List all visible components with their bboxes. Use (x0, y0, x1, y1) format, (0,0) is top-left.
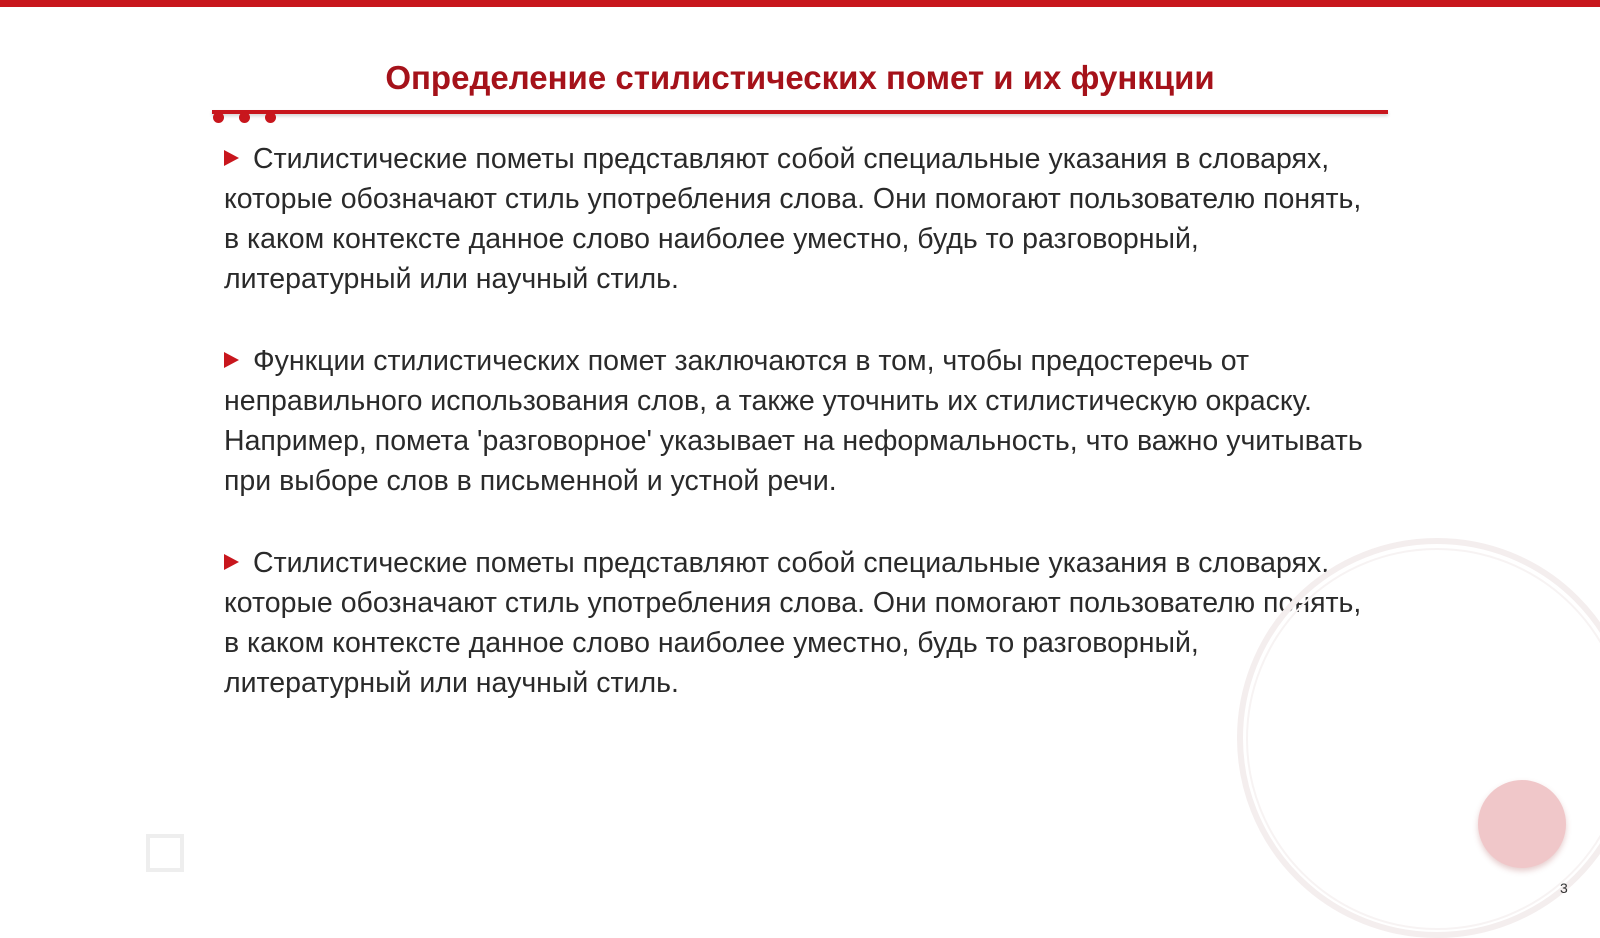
decorative-square (146, 834, 184, 872)
title-underline (212, 110, 1388, 114)
paragraph-text: Функции стилистических помет заключаются в том, чтобы предостеречь от неправильного использования слов, а также уточнить их стилистическую окраску. Например, помета 'разговорное' указывает на неформальность, что важно учитывать при выборе слов в письменной и устной речи. (224, 345, 1363, 497)
decorative-circle (1478, 780, 1566, 868)
top-accent-bar (0, 0, 1600, 7)
underline-dot (239, 112, 250, 123)
underline-dot (213, 112, 224, 123)
bullet-paragraph (224, 543, 1374, 703)
triangle-right-icon (224, 150, 239, 166)
triangle-right-icon (224, 554, 239, 570)
bullet-paragraph (224, 139, 1374, 299)
page-number: 3 (1560, 880, 1568, 896)
slide-title: Определение стилистических помет и их функции (385, 59, 1215, 96)
slide-body (224, 139, 1374, 745)
bullet-paragraph (224, 341, 1374, 501)
paragraph-text: Стилистические пометы представляют собой специальные указания в словарях, которые обозначают стиль употребления слова. Они помогают пользователю понять, в каком контексте данное слово наиболее уместно, будь то разговорный, литературный или научный стиль. (224, 547, 1362, 699)
underline-dot (265, 112, 276, 123)
triangle-right-icon (224, 352, 239, 368)
paragraph-text: Стилистические пометы представляют собой специальные указания в словарях, которые обозначают стиль употребления слова. Они помогают пользователю понять, в каком контексте данное слово наиболее уместно, будь то разговорный, литературный или научный стиль. (224, 143, 1362, 295)
